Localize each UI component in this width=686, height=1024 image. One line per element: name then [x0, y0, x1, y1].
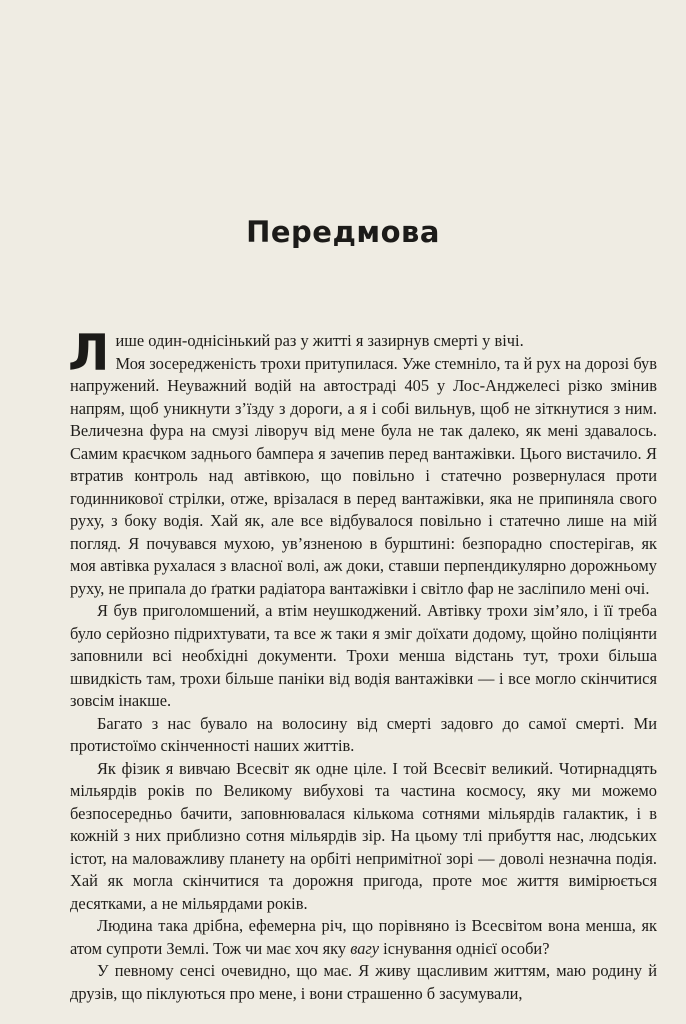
paragraph-text: У певному сенсі очевидно, що має. Я живу щасливим життям, маю родину й друзів, що піклуються про мене, і вони страшенно б засумували, [70, 961, 657, 1003]
paragraph-4 [70, 713, 657, 758]
paragraph-text: ише один-однісінький раз у житті я зазирнув смерті у вічі. [115, 331, 524, 350]
paragraph-5 [70, 758, 657, 916]
paragraph-text: Людина така дрібна, ефемерна річ, що порівняно із Всесвітом вона менша, як атом супроти Землі. Тож чи має хоч яку [70, 916, 657, 958]
paragraph-7 [70, 960, 657, 1005]
paragraph-text: існування однієї особи? [379, 938, 550, 958]
paragraph-text: Як фізик я вивчаю Всесвіт як одне ціле. І той Всесвіт великий. Чотирнадцять мільярдів років по Великому вибухові та частина космосу, яку ми можемо безпосередньо бачити, заповнювалася кількома сотнями мільярдів галактик, і в кожній з них приблизно сотня мільярдів зір. На цьому тлі прибуття нас, людських істот, на маловажливу планету на орбіті непримітної зорі — доволі незначна подія. Хай як могла скінчитися та дорожня пригода, проте моє життя вимірюється десятками, а не мільярдами років. [70, 758, 657, 913]
paragraph-text: Багато з нас бувало на волосину від смерті задовго до самої смерті. Ми протистоїмо скінченності наших життів. [70, 713, 657, 755]
paragraph-3 [70, 600, 657, 713]
chapter-body [68, 324, 657, 1005]
chapter-title: Передмова [246, 215, 440, 250]
paragraph-text: Моя зосередженість трохи притупилася. Уже стемніло, та й рух на дорозі був напружений. Неуважний водій на автостраді 405 у Лос-Анджелесі різко змінив напрям, щоб уникнути з’їзду з дороги, а я і собі вильнув, щоб не зіткнутися з ним. Величезна фура на смузі ліворуч від мене була не так далеко, як мені здавалось. Самим краєчком заднього бампера я зачепив перед вантажівки. Цього вистачило. Я втратив контроль над автівкою, що повільно і статечно розвернулася проти годинникової стрілки, отже, врізалася в перед вантажівки, яка не припиняла свого руху, з боку водія. Хай як, але все відбувалося повільно і статечно лише на мій погляд. Я почувався мухою, ув’язненою в бурштині: безпорадно спостерігав, як моя автівка рухалася з власної волі, аж доки, ставши перпендикулярно дорожньому руху, не припала до ґратки радіатора вантажівки і світло фар не засліпило мені очі. [70, 353, 657, 598]
paragraph-text: Я був приголомшений, а втім неушкоджений. Автівку трохи зім’яло, і її треба було серйозно підрихтувати, та все ж таки я зміг доїхати додому, щойно поліціянти заповнили всі необхідні документи. Трохи менша відстань тут, трохи більша швидкість там, трохи більше паніки від водія вантажівки — і все могло скінчитися зовсім інакше. [70, 601, 657, 710]
paragraph-1 [68, 324, 657, 382]
emphasis-word: вагу [350, 938, 380, 958]
paragraph-2 [70, 353, 657, 601]
drop-cap: Л [68, 324, 110, 382]
paragraph-6 [70, 915, 657, 960]
